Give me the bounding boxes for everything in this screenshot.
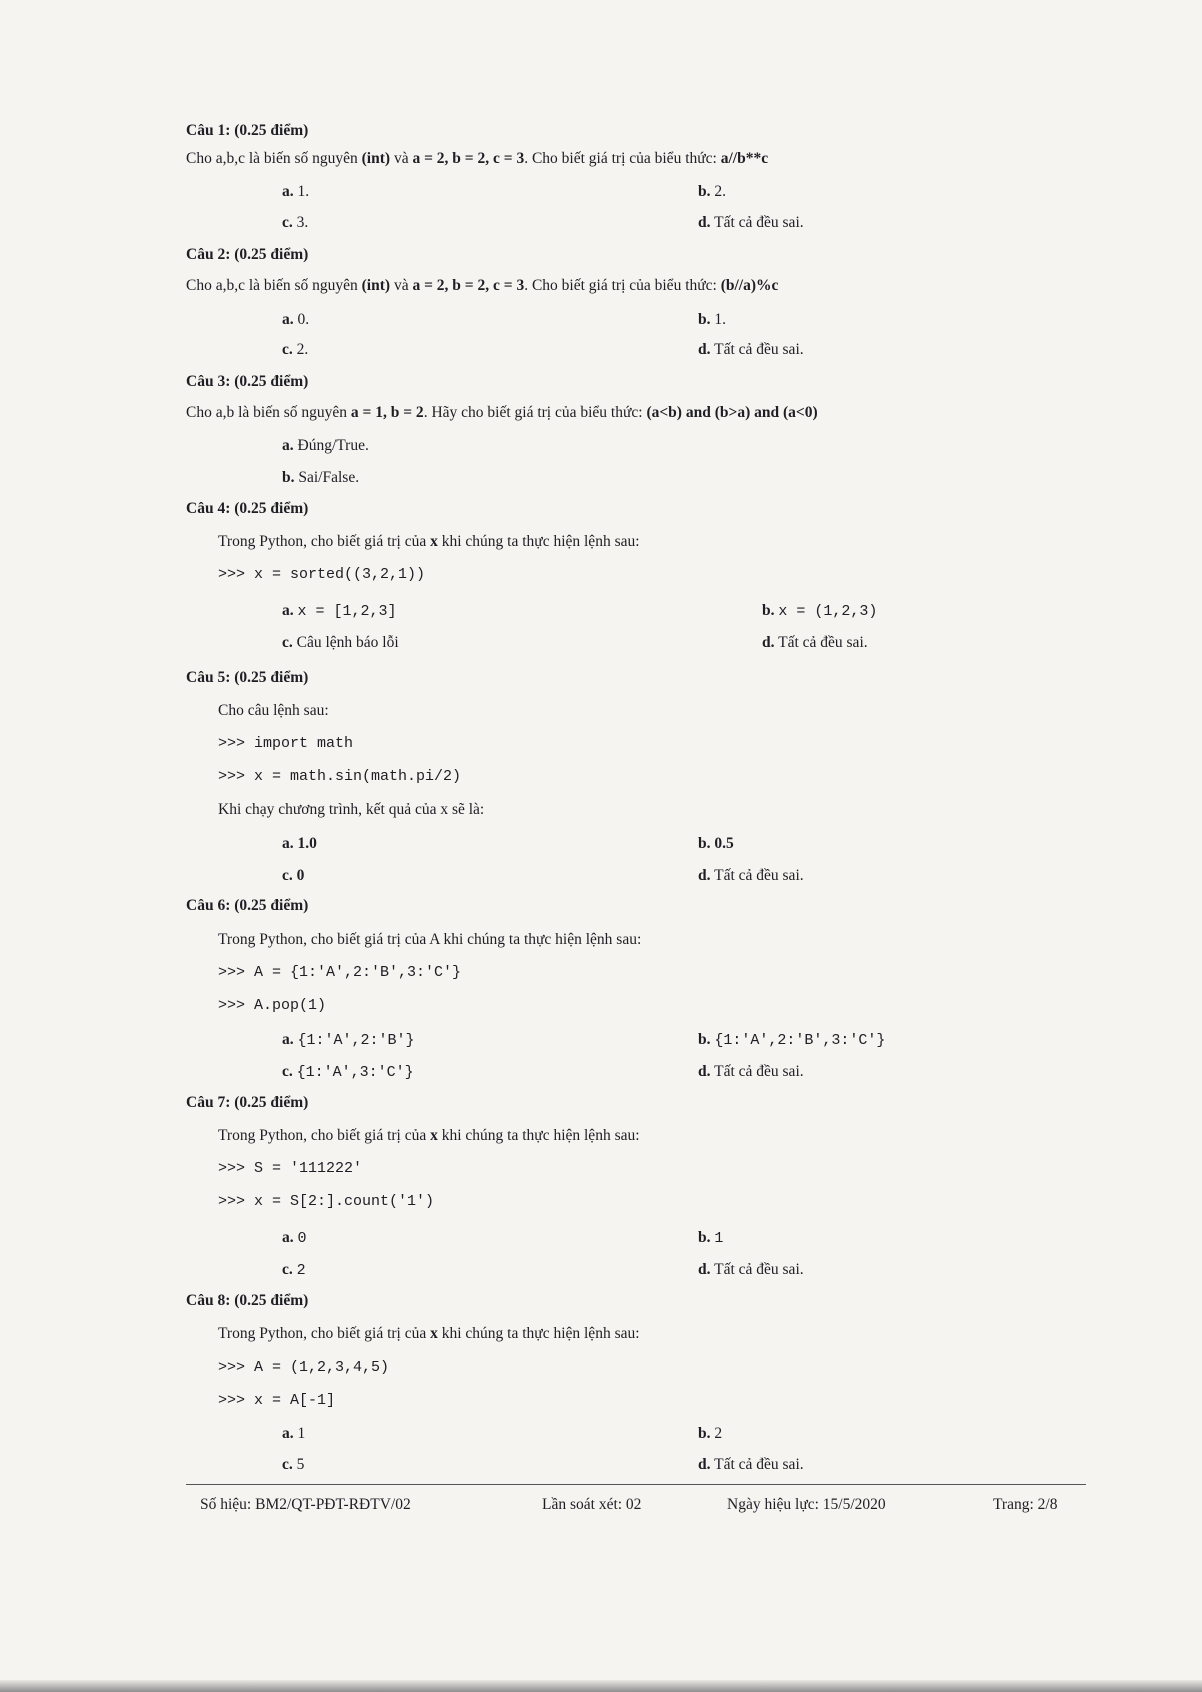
option-letter: c. <box>282 341 293 358</box>
option-b <box>698 1424 722 1444</box>
code-line: >>> import math <box>218 735 354 752</box>
option-letter: c. <box>282 1063 293 1080</box>
text-part: (b//a)%c <box>720 277 779 294</box>
option-letter: c. <box>282 867 293 884</box>
question-text <box>186 403 818 423</box>
option-d <box>698 1455 804 1475</box>
option-text: Tất cả đều sai. <box>714 214 804 231</box>
question-title: Câu 2: (0.25 điểm) <box>186 246 309 263</box>
text-part: . Hãy cho biết giá trị của biểu thức: <box>423 404 647 421</box>
option-a <box>282 1424 305 1444</box>
option-letter: a. <box>282 311 294 328</box>
text-part: Trong Python, cho biết giá trị của <box>218 1127 431 1144</box>
question-title: Câu 5: (0.25 điểm) <box>186 669 309 686</box>
code-line: >>> A = (1,2,3,4,5) <box>218 1359 390 1376</box>
code-line: >>> A.pop(1) <box>218 997 327 1014</box>
text-part: . Cho biết giá trị của biểu thức: <box>524 277 721 294</box>
option-text: 2 <box>714 1425 723 1442</box>
option-text: 1 <box>714 1230 724 1247</box>
option-letter: d. <box>698 1063 711 1080</box>
question-text-2: Khi chạy chương trình, kết quả của x sẽ là: <box>218 801 485 818</box>
option-text: 2. <box>296 341 309 358</box>
option-letter: a. <box>282 1031 294 1048</box>
option-b <box>698 834 734 854</box>
option-b <box>282 468 359 488</box>
option-text: x = (1,2,3) <box>778 603 878 620</box>
text-part: Cho a,b,c là biến số nguyên <box>186 277 362 294</box>
code-line: >>> x = math.sin(math.pi/2) <box>218 768 462 785</box>
footer-divider <box>186 1484 1086 1485</box>
option-a <box>282 310 309 330</box>
text-part: (int) <box>361 150 391 167</box>
text-part: Trong Python, cho biết giá trị của <box>218 533 431 550</box>
text-part: khi chúng ta thực hiện lệnh sau: <box>439 931 642 948</box>
option-letter: b. <box>698 311 711 328</box>
option-text: {1:'A',2:'B',3:'C'} <box>714 1032 886 1049</box>
option-d <box>698 1062 804 1082</box>
scan-edge <box>0 1680 1202 1692</box>
option-d <box>698 213 804 233</box>
option-c <box>282 633 399 653</box>
option-c <box>282 340 308 360</box>
option-letter: d. <box>698 341 711 358</box>
option-b <box>698 1030 885 1051</box>
option-c <box>282 1062 414 1083</box>
option-text: Tất cả đều sai. <box>714 1063 804 1080</box>
text-part: Cho a,b,c là biến số nguyên <box>186 150 362 167</box>
option-d <box>698 340 804 360</box>
option-text: Đúng/True. <box>297 437 369 454</box>
option-text: x = [1,2,3] <box>297 603 397 620</box>
option-a <box>282 436 369 456</box>
option-letter: b. <box>698 1425 711 1442</box>
option-a <box>282 834 317 854</box>
question-title: Câu 1: (0.25 điểm) <box>186 122 309 139</box>
question-title: Câu 4: (0.25 điểm) <box>186 500 309 517</box>
option-letter: d. <box>698 1261 711 1278</box>
option-text: Tất cả đều sai. <box>714 1456 804 1473</box>
question-text <box>218 701 329 721</box>
question-text <box>218 1324 640 1344</box>
question-title: Câu 7: (0.25 điểm) <box>186 1094 309 1111</box>
footer-effective-date: Ngày hiệu lực: 15/5/2020 <box>727 1496 886 1513</box>
option-letter: a. <box>282 437 294 454</box>
option-letter: d. <box>698 1456 711 1473</box>
option-letter: b. <box>698 1229 711 1246</box>
question-text <box>218 930 641 950</box>
option-letter: d. <box>762 634 775 651</box>
option-a <box>282 1030 415 1051</box>
option-letter: c. <box>282 214 293 231</box>
option-letter: c. <box>282 1261 293 1278</box>
text-part: x <box>430 1127 438 1144</box>
option-letter: c. <box>282 634 293 651</box>
option-text: Tất cả đều sai. <box>778 634 868 651</box>
text-part: a = 2, b = 2, c = 3 <box>412 277 525 294</box>
text-part: a//b**c <box>720 150 769 167</box>
text-part: Cho câu lệnh sau: <box>218 702 329 719</box>
text-part: a = 2, b = 2, c = 3 <box>412 150 525 167</box>
code-line: >>> x = sorted((3,2,1)) <box>218 566 426 583</box>
option-a <box>282 601 397 622</box>
option-letter: b. <box>698 835 711 852</box>
text-part: x <box>430 1325 438 1342</box>
text-part: . Cho biết giá trị của biểu thức: <box>524 150 721 167</box>
option-text: {1:'A',3:'C'} <box>296 1064 414 1081</box>
footer-doc-number: Số hiệu: BM2/QT-PĐT-RĐTV/02 <box>200 1496 411 1513</box>
code-line: >>> x = S[2:].count('1') <box>218 1193 435 1210</box>
question-title: Câu 8: (0.25 điểm) <box>186 1292 309 1309</box>
option-letter: a. <box>282 602 294 619</box>
option-letter: b. <box>698 183 711 200</box>
option-letter: a. <box>282 835 294 852</box>
option-text: 1. <box>714 311 726 328</box>
option-letter: d. <box>698 214 711 231</box>
option-d <box>698 1260 804 1280</box>
question-title: Câu 3: (0.25 điểm) <box>186 373 309 390</box>
option-letter: a. <box>282 183 294 200</box>
option-text: Tất cả đều sai. <box>714 1261 804 1278</box>
text-part: khi chúng ta thực hiện lệnh sau: <box>437 533 640 550</box>
option-text: 1 <box>297 1425 306 1442</box>
option-text: 0. <box>297 311 310 328</box>
text-part: A <box>429 931 440 948</box>
option-b <box>762 601 877 622</box>
text-part: x <box>430 533 438 550</box>
question-text <box>218 532 640 552</box>
code-line: >>> A = {1:'A',2:'B',3:'C'} <box>218 964 462 981</box>
option-text: Câu lệnh báo lỗi <box>296 634 399 651</box>
footer-page-number: Trang: 2/8 <box>993 1496 1058 1513</box>
option-text: 0 <box>297 1230 307 1247</box>
text-part: khi chúng ta thực hiện lệnh sau: <box>437 1325 640 1342</box>
option-text: 0 <box>296 867 305 884</box>
text-part: Trong Python, cho biết giá trị của <box>218 1325 431 1342</box>
text-part: Cho a,b là biến số nguyên <box>186 404 351 421</box>
footer-revision: Lần soát xét: 02 <box>542 1496 642 1513</box>
text-part: (int) <box>361 277 391 294</box>
option-text: Tất cả đều sai. <box>714 341 804 358</box>
text-part: và <box>390 150 413 167</box>
option-letter: c. <box>282 1456 293 1473</box>
option-b <box>698 182 726 202</box>
option-text: {1:'A',2:'B'} <box>297 1032 415 1049</box>
option-text: 2 <box>296 1262 306 1279</box>
option-text: 2. <box>714 183 726 200</box>
question-text <box>186 276 778 296</box>
option-d <box>698 866 804 886</box>
option-text: 1. <box>297 183 310 200</box>
option-letter: b. <box>282 469 295 486</box>
option-text: Sai/False. <box>298 469 360 486</box>
question-text <box>218 1126 640 1146</box>
option-text: 0.5 <box>714 835 734 852</box>
question-text <box>186 149 768 169</box>
option-text: 3. <box>296 214 309 231</box>
text-part: (a<b) and (b>a) and (a<0) <box>646 404 818 421</box>
option-letter: d. <box>698 867 711 884</box>
code-line: >>> S = '111222' <box>218 1160 363 1177</box>
text-part: khi chúng ta thực hiện lệnh sau: <box>437 1127 640 1144</box>
option-a <box>282 182 309 202</box>
option-letter: b. <box>698 1031 711 1048</box>
option-text: 1.0 <box>297 835 317 852</box>
option-b <box>698 310 726 330</box>
option-c <box>282 213 308 233</box>
text-part: a = 1, b = 2 <box>350 404 424 421</box>
option-letter: a. <box>282 1229 294 1246</box>
option-c <box>282 1455 304 1475</box>
option-c <box>282 1260 306 1281</box>
option-text: Tất cả đều sai. <box>714 867 804 884</box>
option-text: 5 <box>296 1456 305 1473</box>
option-b <box>698 1228 723 1249</box>
code-line: >>> x = A[-1] <box>218 1392 336 1409</box>
text-part: và <box>390 277 413 294</box>
option-c <box>282 866 304 886</box>
question-title: Câu 6: (0.25 điểm) <box>186 897 309 914</box>
option-a <box>282 1228 307 1249</box>
text-part: Trong Python, cho biết giá trị của <box>218 931 430 948</box>
option-letter: b. <box>762 602 775 619</box>
option-letter: a. <box>282 1425 294 1442</box>
option-d <box>762 633 868 653</box>
